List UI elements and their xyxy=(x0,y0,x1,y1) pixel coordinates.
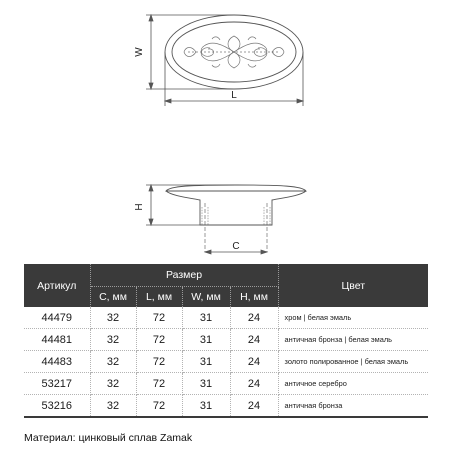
table-row xyxy=(24,307,428,329)
cell-h: 24 xyxy=(230,329,278,351)
cell-color: античное серебро xyxy=(278,373,428,395)
cell-c: 32 xyxy=(90,373,136,395)
cell-color: хром | белая эмаль xyxy=(278,307,428,329)
cell-article: 44479 xyxy=(24,307,90,329)
cell-color: античная бронза xyxy=(278,395,428,418)
header-w: W, мм xyxy=(182,287,230,308)
cell-color: золото полированное | белая эмаль xyxy=(278,351,428,373)
cell-h: 24 xyxy=(230,373,278,395)
cell-l: 72 xyxy=(136,373,182,395)
cell-w: 31 xyxy=(182,373,230,395)
table-row xyxy=(24,395,428,418)
spec-table xyxy=(24,264,428,418)
header-l: L, мм xyxy=(136,287,182,308)
cell-w: 31 xyxy=(182,351,230,373)
header-size: Размер xyxy=(90,264,278,287)
cell-c: 32 xyxy=(90,329,136,351)
center-label: C xyxy=(232,241,240,252)
cell-article: 53217 xyxy=(24,373,90,395)
cell-h: 24 xyxy=(230,395,278,418)
table-row xyxy=(24,329,428,351)
cell-c: 32 xyxy=(90,307,136,329)
cell-h: 24 xyxy=(230,307,278,329)
cell-w: 31 xyxy=(182,307,230,329)
header-article: Артикул xyxy=(24,264,90,307)
material-note: Материал: цинковый сплав Zamak xyxy=(24,432,193,444)
header-h: H, мм xyxy=(230,287,278,308)
table-row xyxy=(24,373,428,395)
cell-w: 31 xyxy=(182,329,230,351)
header-color: Цвет xyxy=(278,264,428,307)
cell-article: 44483 xyxy=(24,351,90,373)
length-label: L xyxy=(231,90,237,101)
height-label: H xyxy=(134,203,145,211)
cell-l: 72 xyxy=(136,307,182,329)
width-label: W xyxy=(134,47,145,57)
cell-c: 32 xyxy=(90,395,136,418)
top-view xyxy=(165,15,303,89)
cell-c: 32 xyxy=(90,351,136,373)
cell-l: 72 xyxy=(136,395,182,418)
cell-w: 31 xyxy=(182,395,230,418)
cell-h: 24 xyxy=(230,351,278,373)
cell-l: 72 xyxy=(136,329,182,351)
header-c: C, мм xyxy=(90,287,136,308)
cell-l: 72 xyxy=(136,351,182,373)
table-row xyxy=(24,351,428,373)
cell-article: 53216 xyxy=(24,395,90,418)
cell-color: античная бронза | белая эмаль xyxy=(278,329,428,351)
ornament xyxy=(184,36,284,68)
cell-article: 44481 xyxy=(24,329,90,351)
